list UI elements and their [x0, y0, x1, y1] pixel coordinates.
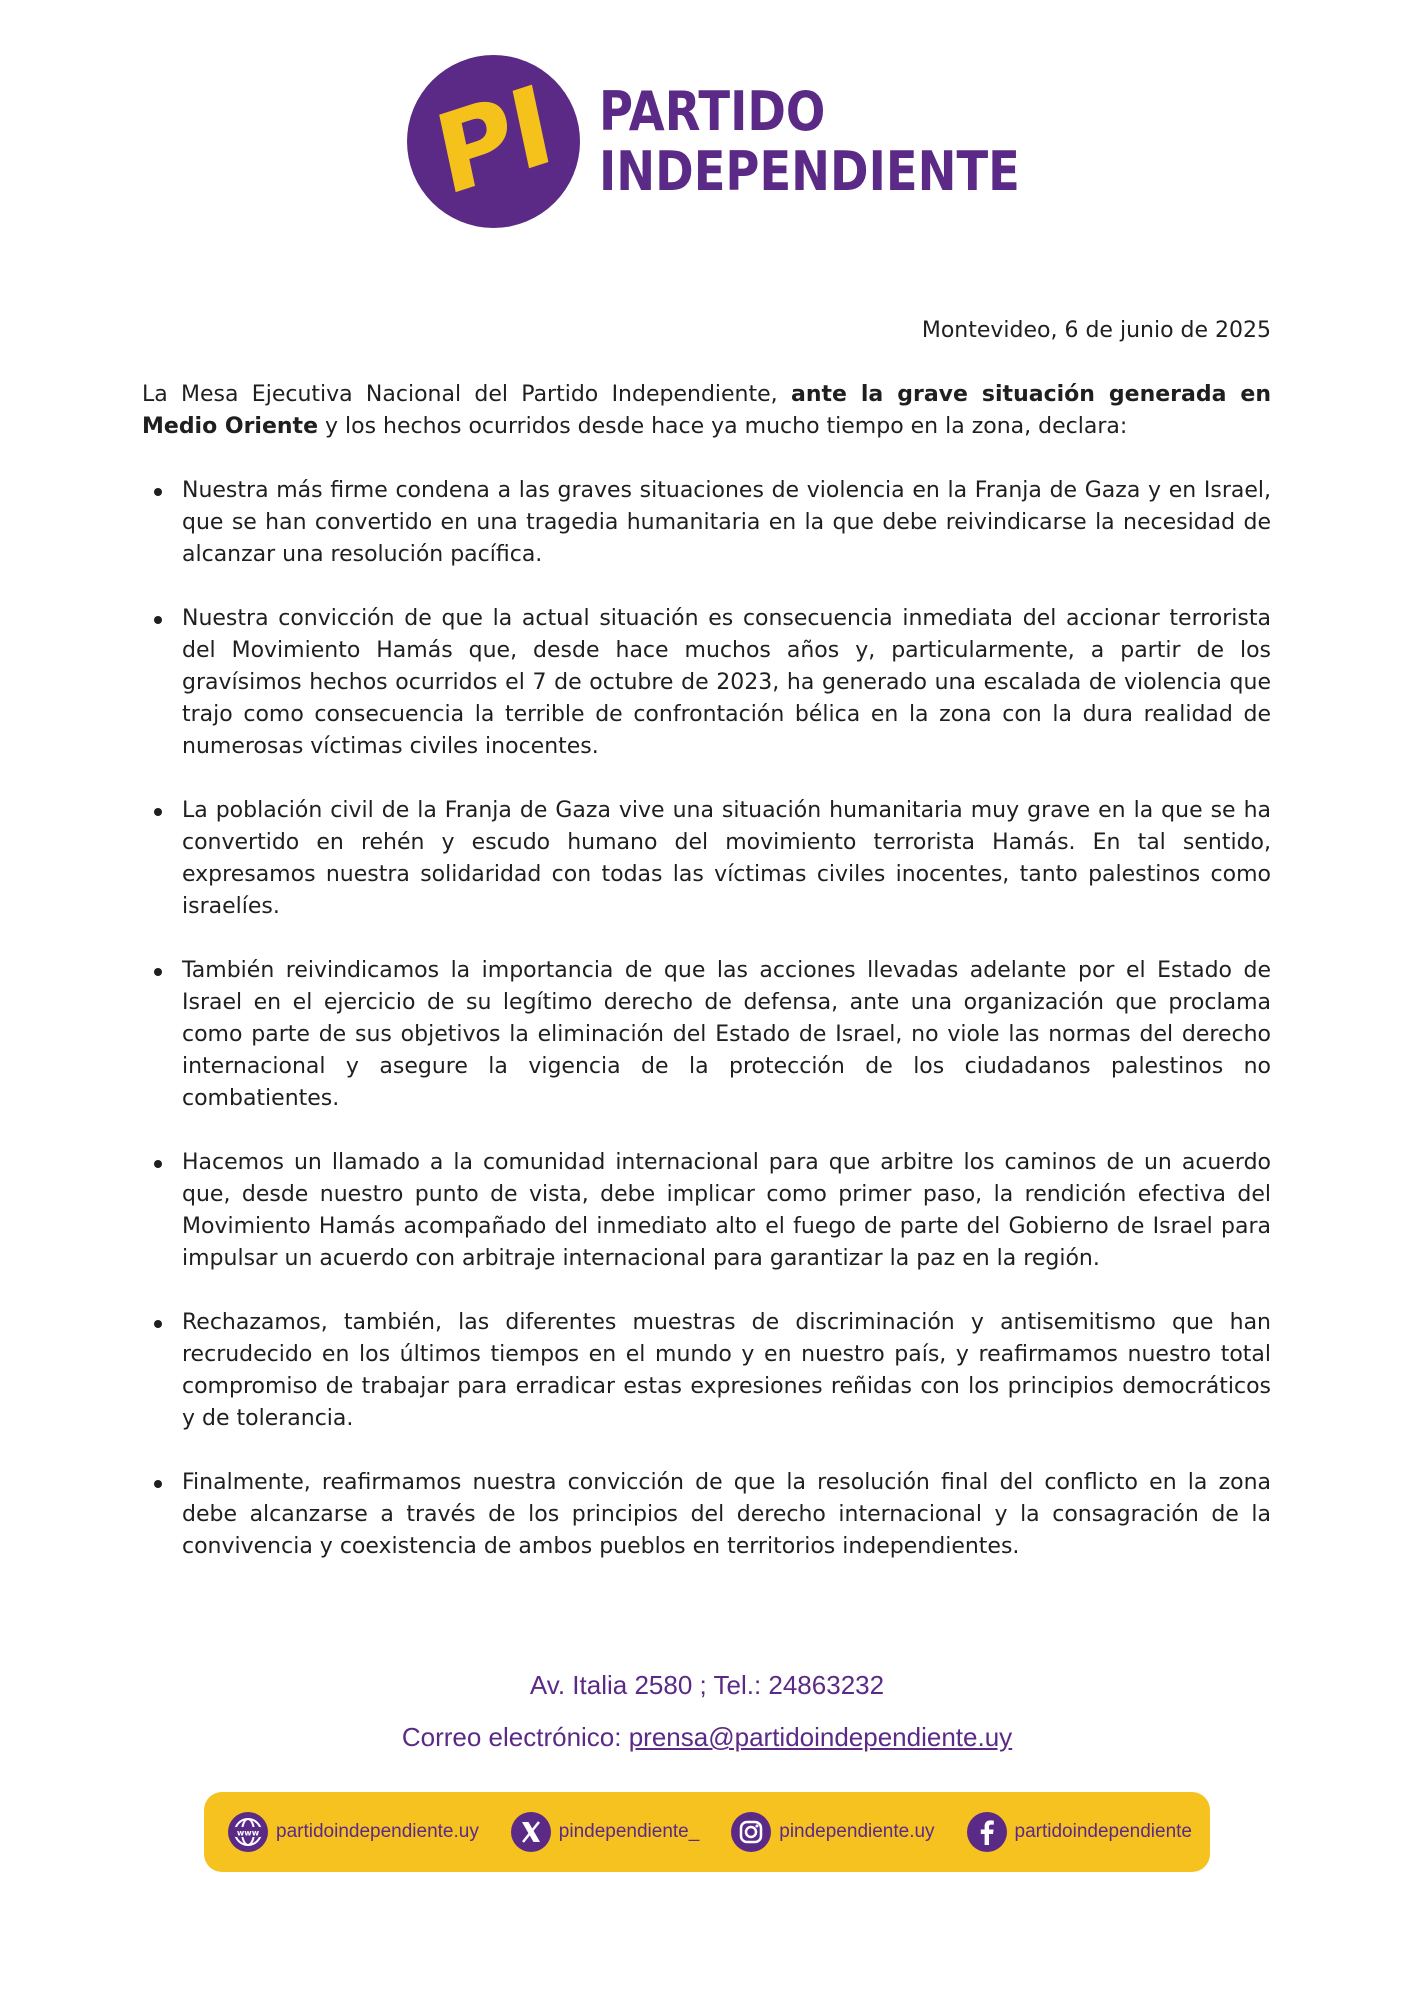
list-item-text: Finalmente, reafirmamos nuestra convicción de que la resolución final del conflicto en la zona debe alcanzarse a través de los principios del derecho internacional y la consagración de la convivencia y coexistencia de ambos pueblos en territorios independientes. — [182, 1470, 1271, 1559]
social-web-label: partidoindependiente.uy — [276, 1821, 479, 1842]
www-globe-icon — [226, 1810, 270, 1854]
list-item-text: La población civil de la Franja de Gaza vive una situación humanitaria muy grave en la que se ha convertido en rehén y escudo humano del movimiento terrorista Hamás. En tal sentido, expresamos nuestra solidaridad con todas las víctimas civiles inocentes, tanto palestinos como israelíes. — [182, 798, 1271, 919]
list-item-text: Nuestra convicción de que la actual situación es consecuencia inmediata del accionar terrorista del Movimiento Hamás que, desde hace muchos años y, particularmente, a partir de los gravísimos hechos ocurridos el 7 de octubre de 2023, ha generado una escalada de violencia que trajo como consecuencia la terrible de confrontación bélica en la zona con la dura realidad de numerosas víctimas civiles inocentes. — [182, 606, 1271, 759]
x-icon — [509, 1810, 553, 1854]
party-logo — [407, 55, 1027, 230]
bullet-icon — [154, 488, 162, 496]
list-item — [182, 955, 1271, 1115]
logo-wordmark — [599, 80, 1088, 203]
intro-paragraph — [142, 379, 1271, 443]
list-item — [182, 1147, 1271, 1275]
logo-circle — [407, 55, 580, 228]
email-link[interactable]: prensa@partidoindependiente.uy — [628, 1722, 1013, 1752]
list-item — [182, 1467, 1271, 1563]
intro-text-start: La Mesa Ejecutiva Nacional del Partido Independiente, — [142, 382, 791, 407]
svg-text:www: www — [236, 1828, 260, 1838]
email-label: Correo electrónico: — [401, 1722, 629, 1752]
bullet-icon — [154, 808, 162, 816]
list-item-text: Nuestra más firme condena a las graves situaciones de violencia en la Franja de Gaza y en Israel, que se han convertido en una tragedia humanitaria en la que debe reivindicarse la necesidad de alcanzar una resolución pacífica. — [182, 478, 1271, 567]
instagram-icon — [729, 1810, 773, 1854]
bullet-icon — [154, 616, 162, 624]
intro-text-bold: ante la grave situación generada en Medio Oriente — [142, 382, 1271, 439]
bullet-icon — [154, 1160, 162, 1168]
list-item — [182, 475, 1271, 571]
list-item — [182, 603, 1271, 763]
social-instagram-label: pindependiente.uy — [779, 1821, 935, 1842]
list-item-text: Hacemos un llamado a la comunidad internacional para que arbitre los caminos de un acuerdo que, desde nuestro punto de vista, debe implicar como primer paso, la rendición efectiva del Movimiento Hamás acompañado del inmediato alto el fuego de parte del Gobierno de Israel para impulsar un acuerdo con arbitraje internacional para garantizar la paz en la región. — [182, 1150, 1271, 1271]
logo-line1: PARTIDO — [599, 80, 826, 143]
bullet-icon — [154, 1480, 162, 1488]
list-item-text: También reivindicamos la importancia de que las acciones llevadas adelante por el Estado de Israel en el ejercicio de su legítimo derecho de defensa, ante una organización que proclama como parte de sus objetivos la eliminación del Estado de Israel, no viole las normas del derecho internacional y asegure la vigencia de la protección de los ciudadanos palestinos no combatientes. — [182, 958, 1271, 1111]
list-item — [182, 795, 1271, 923]
logo-line2: INDEPENDIENTE — [599, 140, 1020, 203]
footer-email-line — [0, 1722, 1414, 1753]
logo-mark: PI — [425, 62, 562, 221]
bullet-icon — [154, 1320, 162, 1328]
footer-address: Av. Italia 2580 ; Tel.: 24863232 — [529, 1670, 885, 1700]
bullet-icon — [154, 968, 162, 976]
facebook-icon — [965, 1810, 1009, 1854]
document-body — [142, 315, 1271, 1595]
declaration-list — [142, 475, 1271, 1563]
social-bar — [204, 1792, 1210, 1872]
social-instagram-link[interactable] — [729, 1810, 934, 1854]
social-facebook-link[interactable] — [965, 1810, 1193, 1854]
social-x-link[interactable] — [509, 1810, 700, 1854]
list-item — [182, 1307, 1271, 1435]
social-x-label: pindependiente_ — [558, 1821, 700, 1842]
list-item-text: Rechazamos, también, las diferentes muestras de discriminación y antisemitismo que han recrudecido en los últimos tiempos en el mundo y en nuestro país, y reafirmamos nuestro total compromiso de trabajar para erradicar estas expresiones reñidas con los principios democráticos y de tolerancia. — [182, 1310, 1271, 1431]
intro-text-end: y los hechos ocurridos desde hace ya mucho tiempo en la zona, declara: — [318, 414, 1128, 439]
social-facebook-label: partidoindependiente — [1014, 1821, 1192, 1842]
social-web-link[interactable] — [226, 1810, 479, 1854]
document-date: Montevideo, 6 de junio de 2025 — [921, 318, 1271, 343]
